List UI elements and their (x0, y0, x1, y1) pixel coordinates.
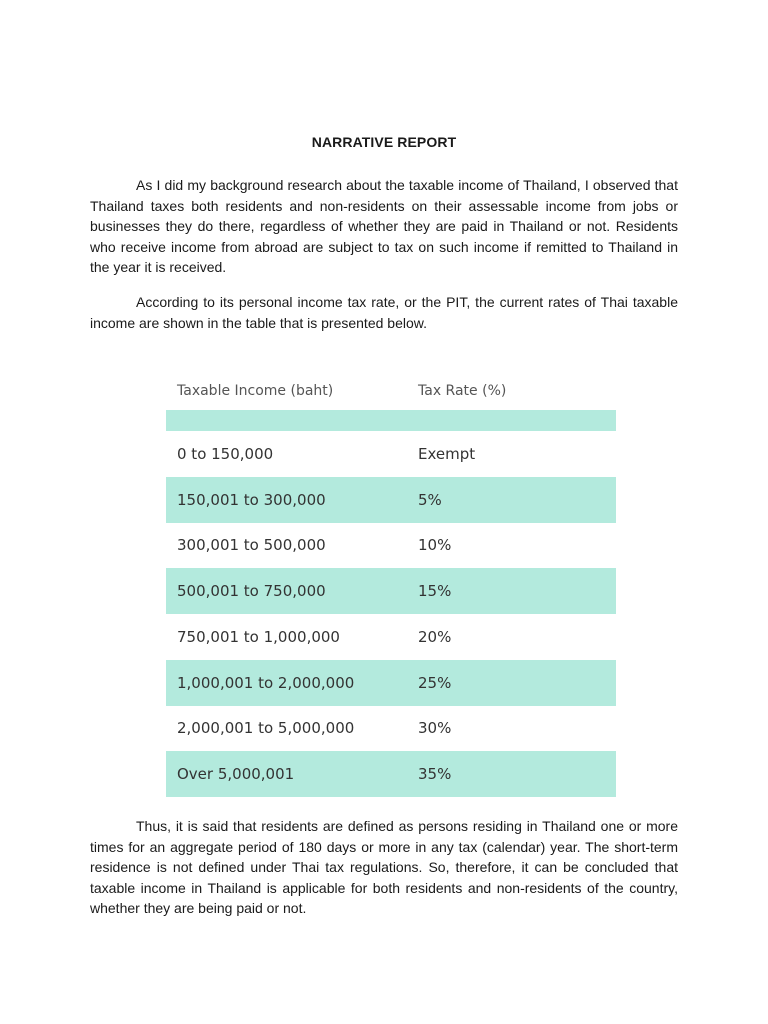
income-cell: 500,001 to 750,000 (177, 582, 326, 601)
page-title: NARRATIVE REPORT (311, 134, 457, 150)
header-taxable-income: Taxable Income (baht) (177, 383, 334, 399)
income-cell: 150,001 to 300,000 (177, 490, 326, 509)
income-cell: 300,001 to 500,000 (177, 536, 326, 555)
header-tax-rate: Tax Rate (%) (418, 383, 507, 399)
table-header-divider-band (166, 410, 616, 431)
paragraph-pit-intro: According to its personal income tax rate, or the PIT, the current rates of Thai taxable income are shown in the table that is presented below. (90, 294, 678, 331)
table-row (166, 568, 616, 614)
table-row (166, 477, 616, 523)
rate-cell: 30% (418, 719, 452, 738)
rate-cell: Exempt (418, 444, 476, 463)
income-cell: 0 to 150,000 (177, 444, 274, 463)
table-row (166, 660, 616, 706)
table-header-row (166, 372, 616, 410)
income-cell: 1,000,001 to 2,000,000 (177, 673, 355, 692)
rate-cell: 25% (418, 673, 452, 692)
tax-rate-table (166, 372, 616, 797)
income-cell: 2,000,001 to 5,000,000 (177, 719, 355, 738)
table-row (166, 751, 616, 797)
rate-cell: 5% (418, 490, 442, 509)
table-row (166, 431, 616, 477)
table-row (166, 523, 616, 569)
paragraph-background-research: As I did my background research about the taxable income of Thailand, I observed that Thailand taxes both residents and non-residents on their assessable income from jobs or businesses they do there, regardless of whether they are paid in Thailand or not. Residents who receive income from abroad are subject to tax on such income if remitted to Thailand in the year it is received. (90, 177, 678, 275)
income-cell: 750,001 to 1,000,000 (177, 627, 340, 646)
paragraph-conclusion: Thus, it is said that residents are defined as persons residing in Thailand one or more times for an aggregate period of 180 days or more in any tax (calendar) year. The short-term residence is not defined under Thai tax regulations. So, therefore, it can be concluded that taxable income in Thailand is applicable for both residents and non-residents of the country, whether they are being paid or not. (90, 818, 678, 916)
income-cell: Over 5,000,001 (177, 765, 295, 784)
table-row (166, 614, 616, 660)
rate-cell: 35% (418, 765, 452, 784)
rate-cell: 20% (418, 627, 452, 646)
rate-cell: 10% (418, 536, 452, 555)
table-row (166, 706, 616, 752)
rate-cell: 15% (418, 582, 452, 601)
